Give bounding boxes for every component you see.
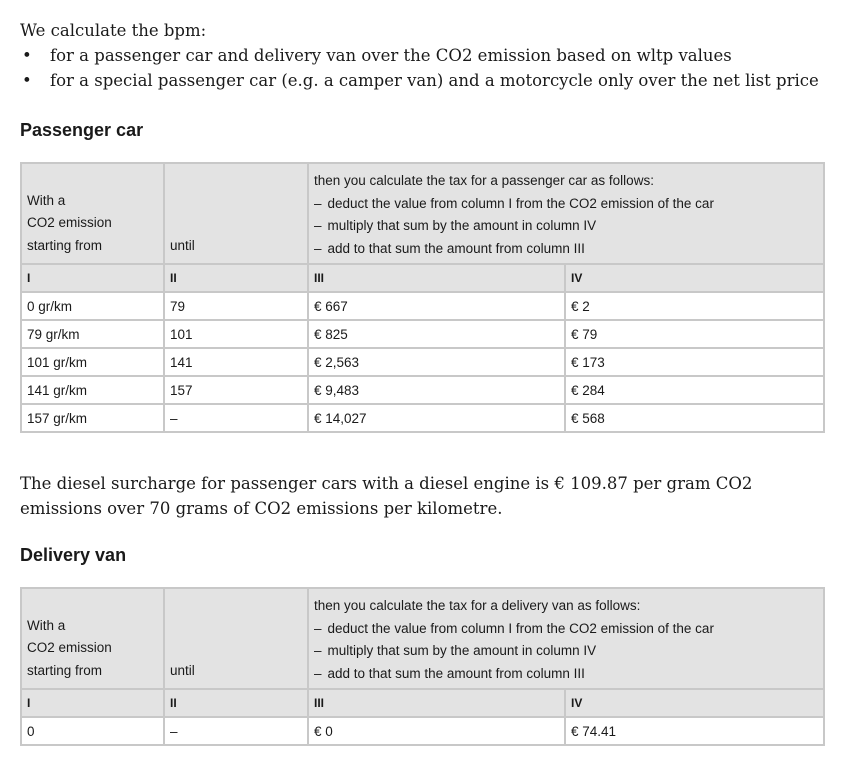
intro-bullet-item: • for a passenger car and delivery van over the CO2 emission based on wltp values: [20, 43, 819, 68]
header-until: until: [164, 163, 308, 264]
table-row: 0 gr/km 79 € 667 € 2: [21, 292, 824, 320]
intro-section: [20, 18, 819, 93]
intro-bullet-item: • for a special passenger car (e.g. a camper van) and a motorcycle only over the net list price: [20, 68, 819, 93]
column-numbers-row: I II III IV: [21, 264, 824, 292]
table-header-row: [21, 588, 824, 689]
table-row: 0 – € 0 € 74.41: [21, 717, 824, 745]
passenger-car-table: [20, 162, 825, 433]
bullet-icon: •: [22, 71, 32, 90]
delivery-van-heading: Delivery van: [20, 545, 127, 565]
column-numbers-row: I II III IV: [21, 689, 824, 717]
table-row: 141 gr/km 157 € 9,483 € 284: [21, 376, 824, 404]
table-row: 79 gr/km 101 € 825 € 79: [21, 320, 824, 348]
header-until: until: [164, 588, 308, 689]
table-row: 101 gr/km 141 € 2,563 € 173: [21, 348, 824, 376]
header-instructions: then you calculate the tax for a passenger car as follows: – deduct the value from column I from the CO2 emission of the car – multiply that sum by the amount in column IV – add to that sum the amount from column III: [308, 163, 824, 264]
table-header-row: [21, 163, 824, 264]
delivery-van-table: [20, 587, 825, 746]
table-row: 157 gr/km – € 14,027 € 568: [21, 404, 824, 432]
header-starting-from: With a CO2 emission starting from: [21, 588, 164, 689]
bullet-icon: •: [22, 46, 32, 65]
passenger-car-heading: Passenger car: [20, 120, 144, 140]
header-instructions: then you calculate the tax for a delivery van as follows: – deduct the value from column I from the CO2 emission of the car – multiply that sum by the amount in column IV – add to that sum the amount from column III: [308, 588, 824, 689]
header-starting-from: With a CO2 emission starting from: [21, 163, 164, 264]
diesel-surcharge-note: The diesel surcharge for passenger cars with a diesel engine is € 109.87 per gram CO2 emissions over 70 grams of CO2 emissions per kilometre.: [20, 474, 753, 518]
intro-bullet-list: [20, 43, 819, 93]
intro-lead: We calculate the bpm:: [20, 21, 207, 40]
